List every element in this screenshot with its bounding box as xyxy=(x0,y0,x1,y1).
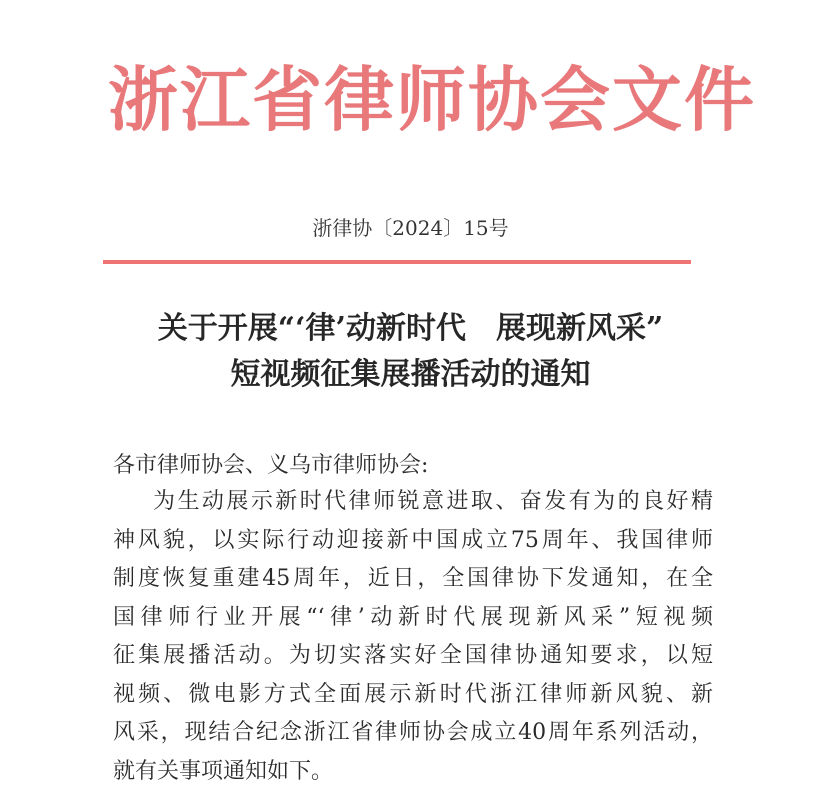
salutation: 各市律师协会、义乌市律师协会: xyxy=(113,453,429,478)
red-divider-rule xyxy=(103,260,691,264)
body-line: 风采，现结合纪念浙江省律师协会成立40周年系列活动， xyxy=(113,720,713,745)
body-line: 神风貌，以实际行动迎接新中国成立75周年、我国律师 xyxy=(113,527,713,553)
notice-title xyxy=(0,306,821,398)
notice-title-line-1: 关于开展“‘律’动新时代 展现新风采” xyxy=(157,311,664,346)
body-line: 制度恢复重建45周年，近日，全国律协下发通知，在全 xyxy=(113,566,713,591)
body-line: 国律师行业开展“‘律’动新时代展现新风采”短视频 xyxy=(113,604,713,630)
body-line: 为生动展示新时代律师锐意进取、奋发有为的良好精 xyxy=(153,489,713,514)
body-line: 征集展播活动。为切实落实好全国律协通知要求，以短 xyxy=(113,643,713,668)
body-paragraph xyxy=(113,483,713,791)
notice-title-line-2: 短视频征集展播活动的通知 xyxy=(230,357,591,392)
masthead-title: 浙江省律师协会文件 xyxy=(108,59,756,141)
body-line: 就有关事项通知如下。 xyxy=(113,758,334,784)
document-number: 浙律协〔2024〕15号 xyxy=(312,216,509,240)
body-line: 视频、微电影方式全面展示新时代浙江律师新风貌、新 xyxy=(113,681,713,707)
